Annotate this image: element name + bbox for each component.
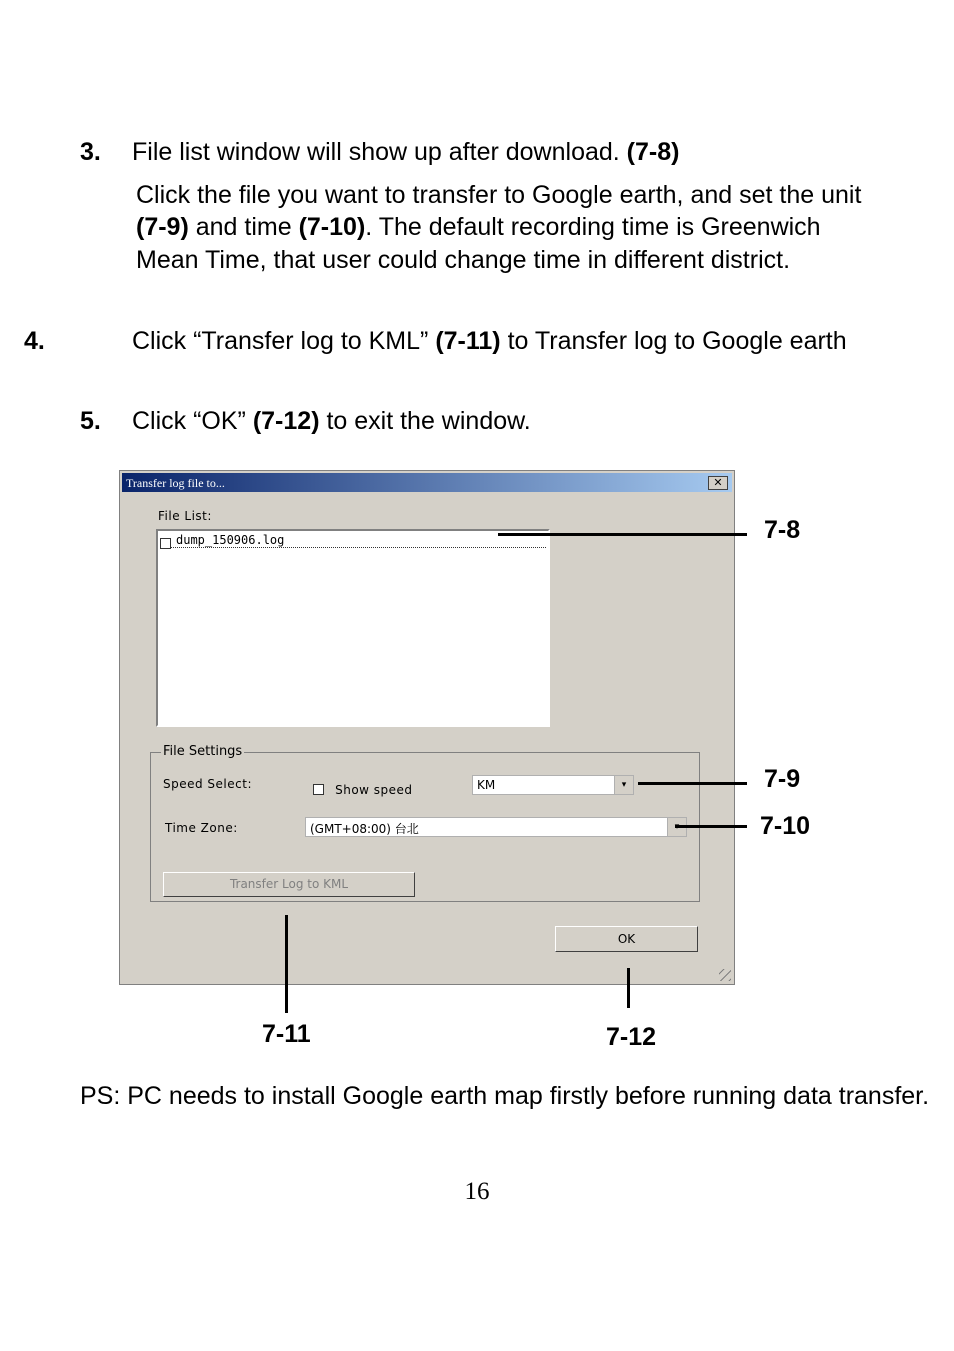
show-speed-option[interactable] [313, 779, 413, 798]
callout-line-7-12 [627, 968, 630, 1008]
file-settings-label: File Settings [163, 744, 243, 759]
speed-unit-value: KM [477, 778, 496, 792]
step-text: Click “Transfer log to KML” [132, 327, 436, 355]
step-number: 5. [80, 407, 101, 435]
file-name: dump_150906.log [176, 533, 285, 547]
ok-button[interactable]: OK [555, 926, 698, 952]
step-text: Click “OK” [132, 407, 253, 435]
step-number: 4. [24, 327, 45, 355]
body-text: Click the file you want to transfer to Google earth, and set the unit [136, 180, 862, 209]
file-list-label: File List: [158, 509, 212, 523]
step-4 [24, 325, 936, 358]
dialog-title: Transfer log file to... [126, 476, 225, 490]
title-bar [122, 473, 732, 492]
callout-line-7-9 [638, 782, 747, 785]
step-text: to Transfer log to Google earth [500, 327, 847, 355]
list-item[interactable] [160, 533, 546, 548]
callout-7-9: 7-9 [764, 765, 801, 793]
step-5 [80, 405, 880, 438]
callout-7-8: 7-8 [764, 516, 801, 544]
file-list[interactable] [156, 529, 550, 727]
callout-7-12: 7-12 [606, 1023, 657, 1051]
callout-7-11: 7-11 [262, 1020, 311, 1048]
callout-line-7-8 [498, 533, 747, 536]
step-3 [80, 136, 880, 276]
transfer-log-button[interactable]: Transfer Log to KML [163, 872, 415, 897]
step-text: to exit the window. [319, 407, 531, 435]
chevron-down-icon[interactable]: ▾ [614, 776, 633, 794]
time-zone-label: Time Zone: [165, 821, 238, 835]
body-text: . The default recording time is Greenwich Mean Time, that user could change time in different district. [136, 213, 821, 274]
file-checkbox[interactable] [160, 538, 171, 549]
ref-unit: (7-9) [136, 213, 189, 241]
step-ref: (7-11) [435, 327, 501, 355]
ref-time: (7-10) [298, 213, 366, 241]
step-ref: (7-12) [252, 407, 320, 435]
speed-unit-select[interactable] [472, 775, 634, 795]
speed-select-label: Speed Select: [163, 777, 252, 791]
transfer-dialog [119, 470, 735, 985]
body-text: and time [188, 213, 299, 241]
ps-note: PS: PC needs to install Google earth map firstly before running data transfer. [80, 1082, 930, 1110]
time-zone-select[interactable] [305, 817, 687, 837]
resize-grip-icon[interactable] [719, 969, 731, 981]
time-zone-value: (GMT+08:00) 台北 [310, 822, 419, 836]
file-settings-group [150, 744, 700, 902]
step-3-body [80, 179, 876, 277]
show-speed-label: Show speed [335, 783, 413, 797]
close-icon[interactable]: ✕ [708, 476, 728, 490]
show-speed-checkbox[interactable] [313, 784, 324, 795]
step-text: File list window will show up after download. [132, 138, 627, 166]
step-number: 3. [80, 138, 101, 166]
callout-line-7-10 [675, 825, 747, 828]
step-ref: (7-8) [626, 138, 680, 166]
callout-line-7-11 [285, 915, 288, 1013]
callout-7-10: 7-10 [760, 812, 811, 840]
page-number: 16 [464, 1178, 490, 1205]
